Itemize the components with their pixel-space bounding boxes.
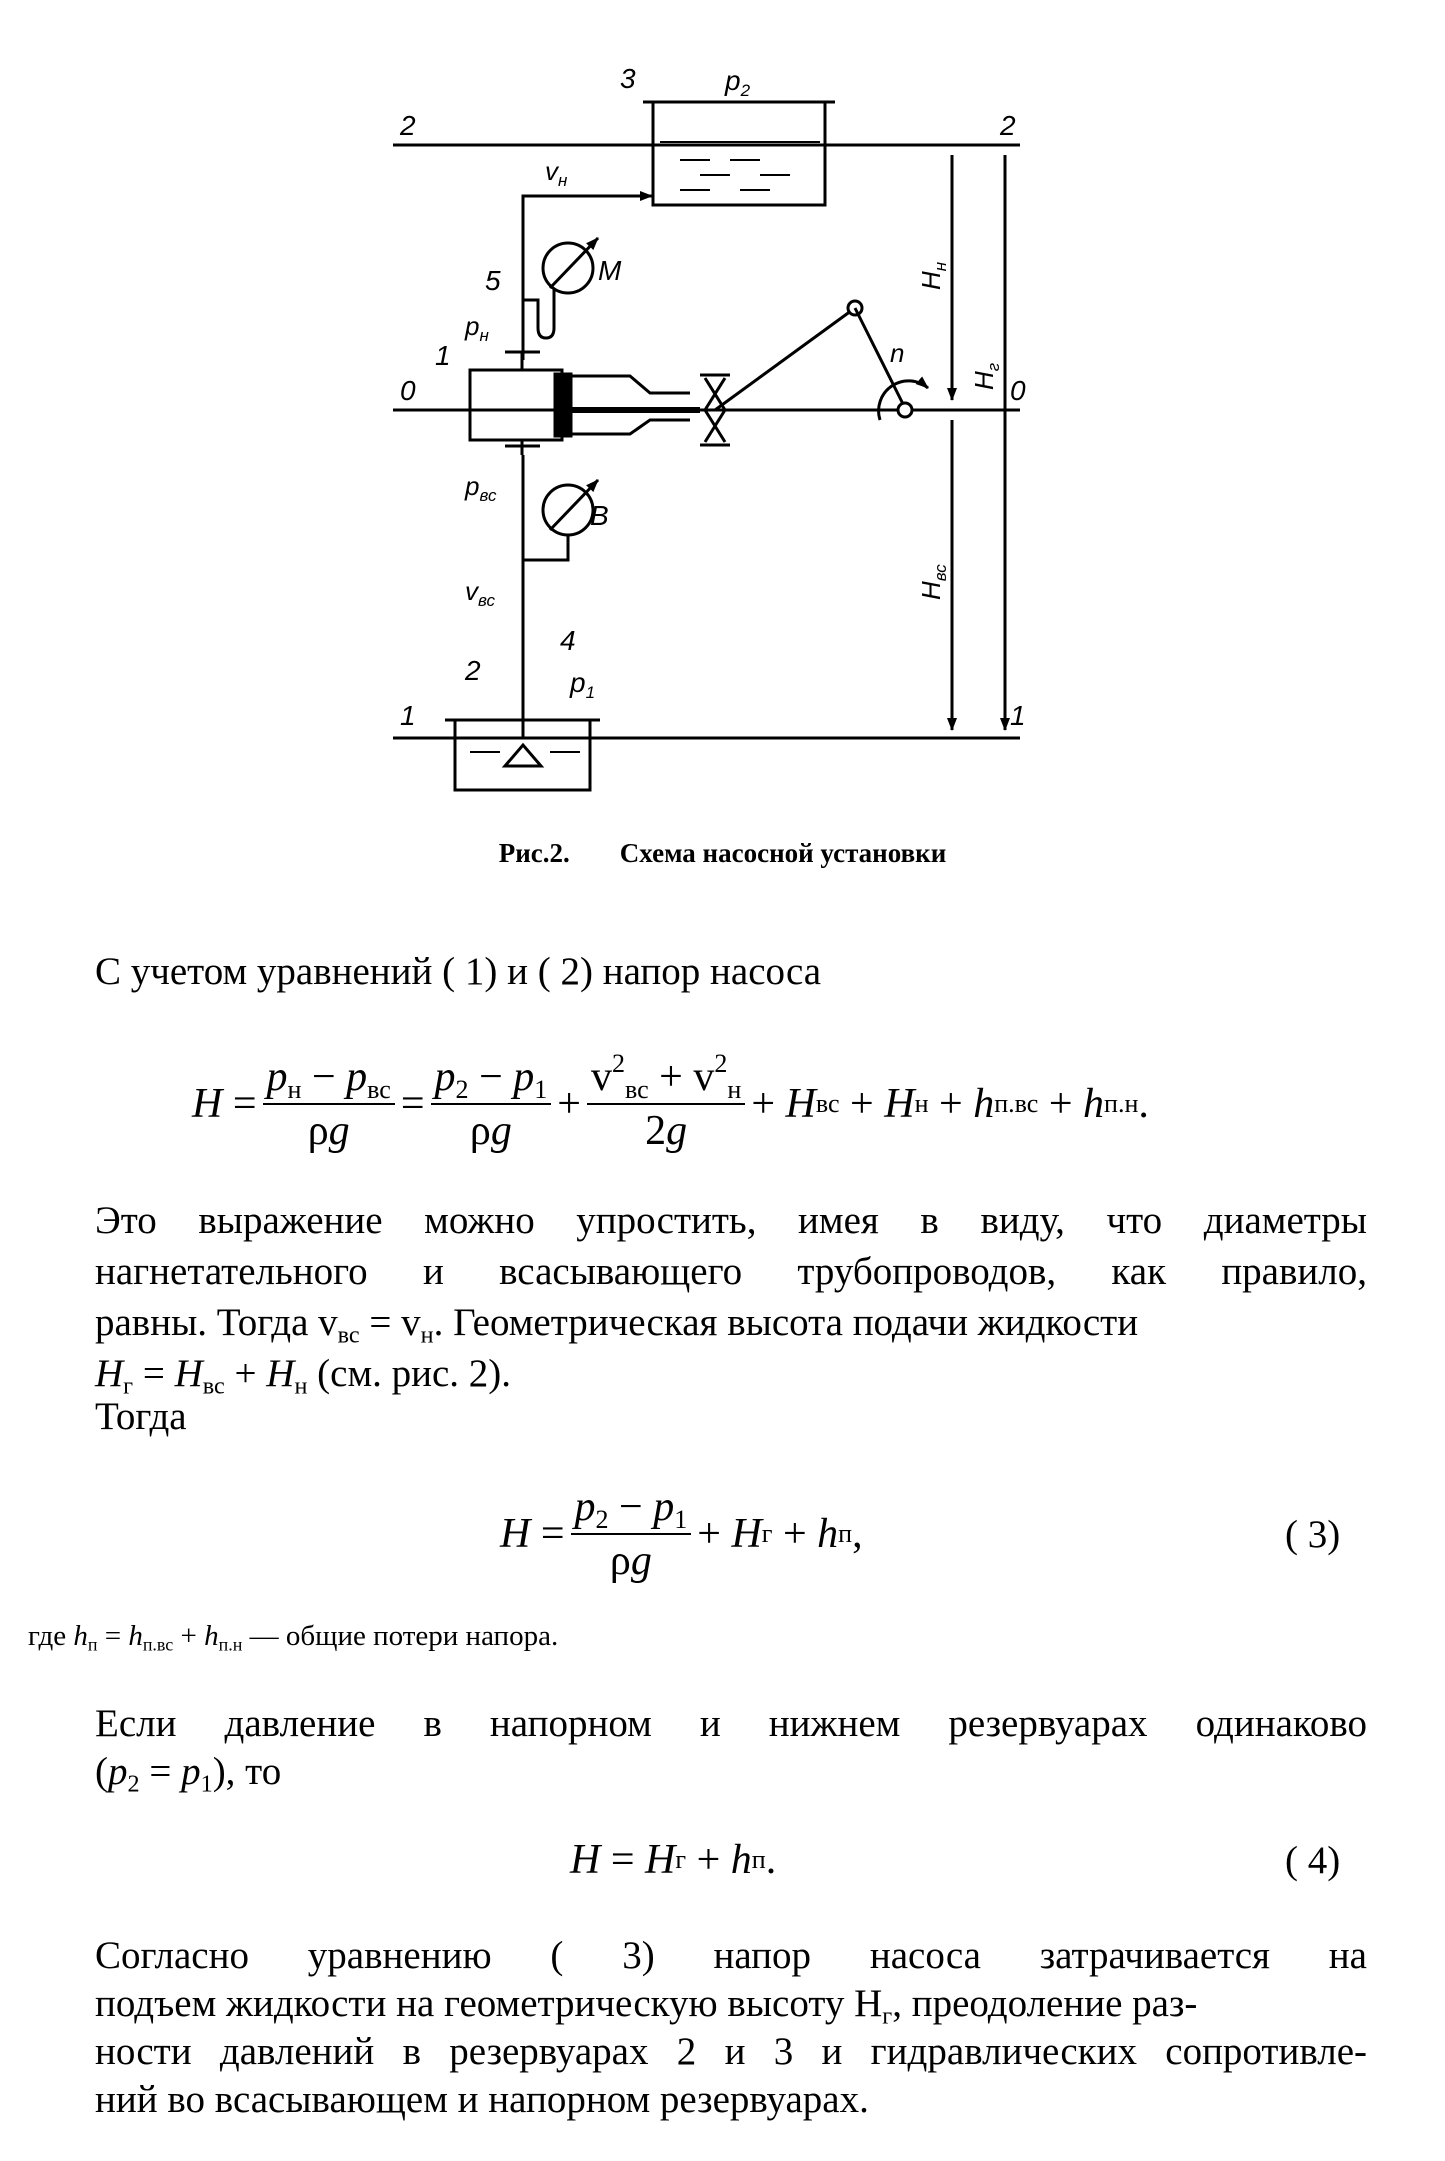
label-p2: $p_2$ — [725, 65, 751, 100]
equation-head: H = $\frac{p_н - p_{вс}}{\rho g}$ = $\frac{p_2 - p_1}{\rho g}$ + $\frac{v^2_{вс} + v^2_н}{2g}$ + H вс + H н + h п.вс + h п.н . — [192, 1048, 1149, 1154]
paragraph-2-line-5: Тогда — [95, 1395, 187, 1438]
label-n: n — [890, 338, 905, 368]
paragraph-3-line-1: Если давление в напорном и нижнем резервуарах одинаково — [95, 1702, 1367, 1745]
dimension-lines — [940, 145, 1020, 730]
label-0-right: 0 — [1010, 375, 1026, 406]
label-0-left: 0 — [400, 375, 416, 406]
label-3: 3 — [620, 63, 636, 94]
paragraph-3-line-2: $(p_2 = p_1)$, то — [95, 1750, 282, 1798]
label-Hg: $H_г$ — [969, 362, 1003, 390]
label-Hn: $H_н$ — [916, 261, 950, 290]
equation-3: H = $\frac{p_2 - p_1}{\rho g}$ + H г + h п , — [500, 1484, 863, 1584]
label-vvs: $v_{вс}$ — [465, 576, 495, 610]
pump — [470, 352, 700, 455]
upper-tank — [643, 102, 835, 205]
label-1-left: 1 — [400, 700, 416, 731]
equation-3-number: ( 3) — [1285, 1513, 1341, 1556]
label-2-left: 2 — [400, 110, 416, 141]
label-2-tank: 2 — [465, 655, 481, 686]
label-p1: $p_1$ — [570, 667, 596, 702]
label-Hvs: $H_{вс}$ — [916, 564, 950, 600]
pump-installation-diagram — [0, 0, 1445, 830]
paragraph-4-line-3: ности давлений в резервуарах 2 и 3 и гидравлических сопротивле- — [95, 2030, 1367, 2073]
paragraph-4-line-1: Согласно уравнению ( 3) напор насоса затрачивается на — [95, 1934, 1367, 1977]
manometer — [523, 238, 598, 338]
caption-label: Рис.2. — [498, 838, 570, 868]
discharge-pipe — [523, 196, 652, 360]
label-2-right: 2 — [1000, 110, 1016, 141]
label-4: 4 — [560, 625, 576, 656]
label-M: M — [598, 255, 622, 286]
label-5: 5 — [485, 265, 501, 296]
paragraph-2-line-1: Это выражение можно упростить, имея в виду, что диаметры — [95, 1199, 1367, 1242]
label-vn: $v_н$ — [545, 156, 568, 190]
label-pn: $p_н$ — [465, 311, 489, 345]
label-1-right: 1 — [1010, 700, 1026, 731]
equation-4: H = H г + h п . — [570, 1837, 777, 1883]
vacuum-gauge — [523, 480, 598, 560]
paragraph-2-line-2: нагнетательного и всасывающего трубопроводов, как правило, — [95, 1250, 1367, 1293]
paragraph-4-line-2: подъем жидкости на геометрическую высоту $H_г$, преодоление раз- — [95, 1982, 1198, 2030]
paragraph-2-line-3: равны. Тогда $v_{вс} = v_н$. Геометрическая высота подачи жидкости — [95, 1301, 1139, 1349]
label-pvs: $p_{вс}$ — [465, 471, 497, 505]
crank-mechanism — [700, 301, 928, 445]
paragraph-2-line-4: $H_г = H_{вс} + H_н$ (см. рис. 2). — [95, 1352, 512, 1400]
figure-caption — [0, 838, 1445, 869]
label-B: B — [590, 500, 609, 531]
equation-4-number: ( 4) — [1285, 1839, 1341, 1882]
caption-title: Схема насосной установки — [619, 838, 947, 868]
paragraph-4-line-4: ний во всасывающем и напорном резервуарах. — [95, 2078, 869, 2121]
label-1-pump: 1 — [435, 340, 451, 371]
paragraph-1: С учетом уравнений ( 1) и ( 2) напор насоса — [95, 950, 822, 993]
where-line: где $h_п = h_{п.вс} + h_{п.н}$ — общие потери напора. — [28, 1620, 559, 1655]
